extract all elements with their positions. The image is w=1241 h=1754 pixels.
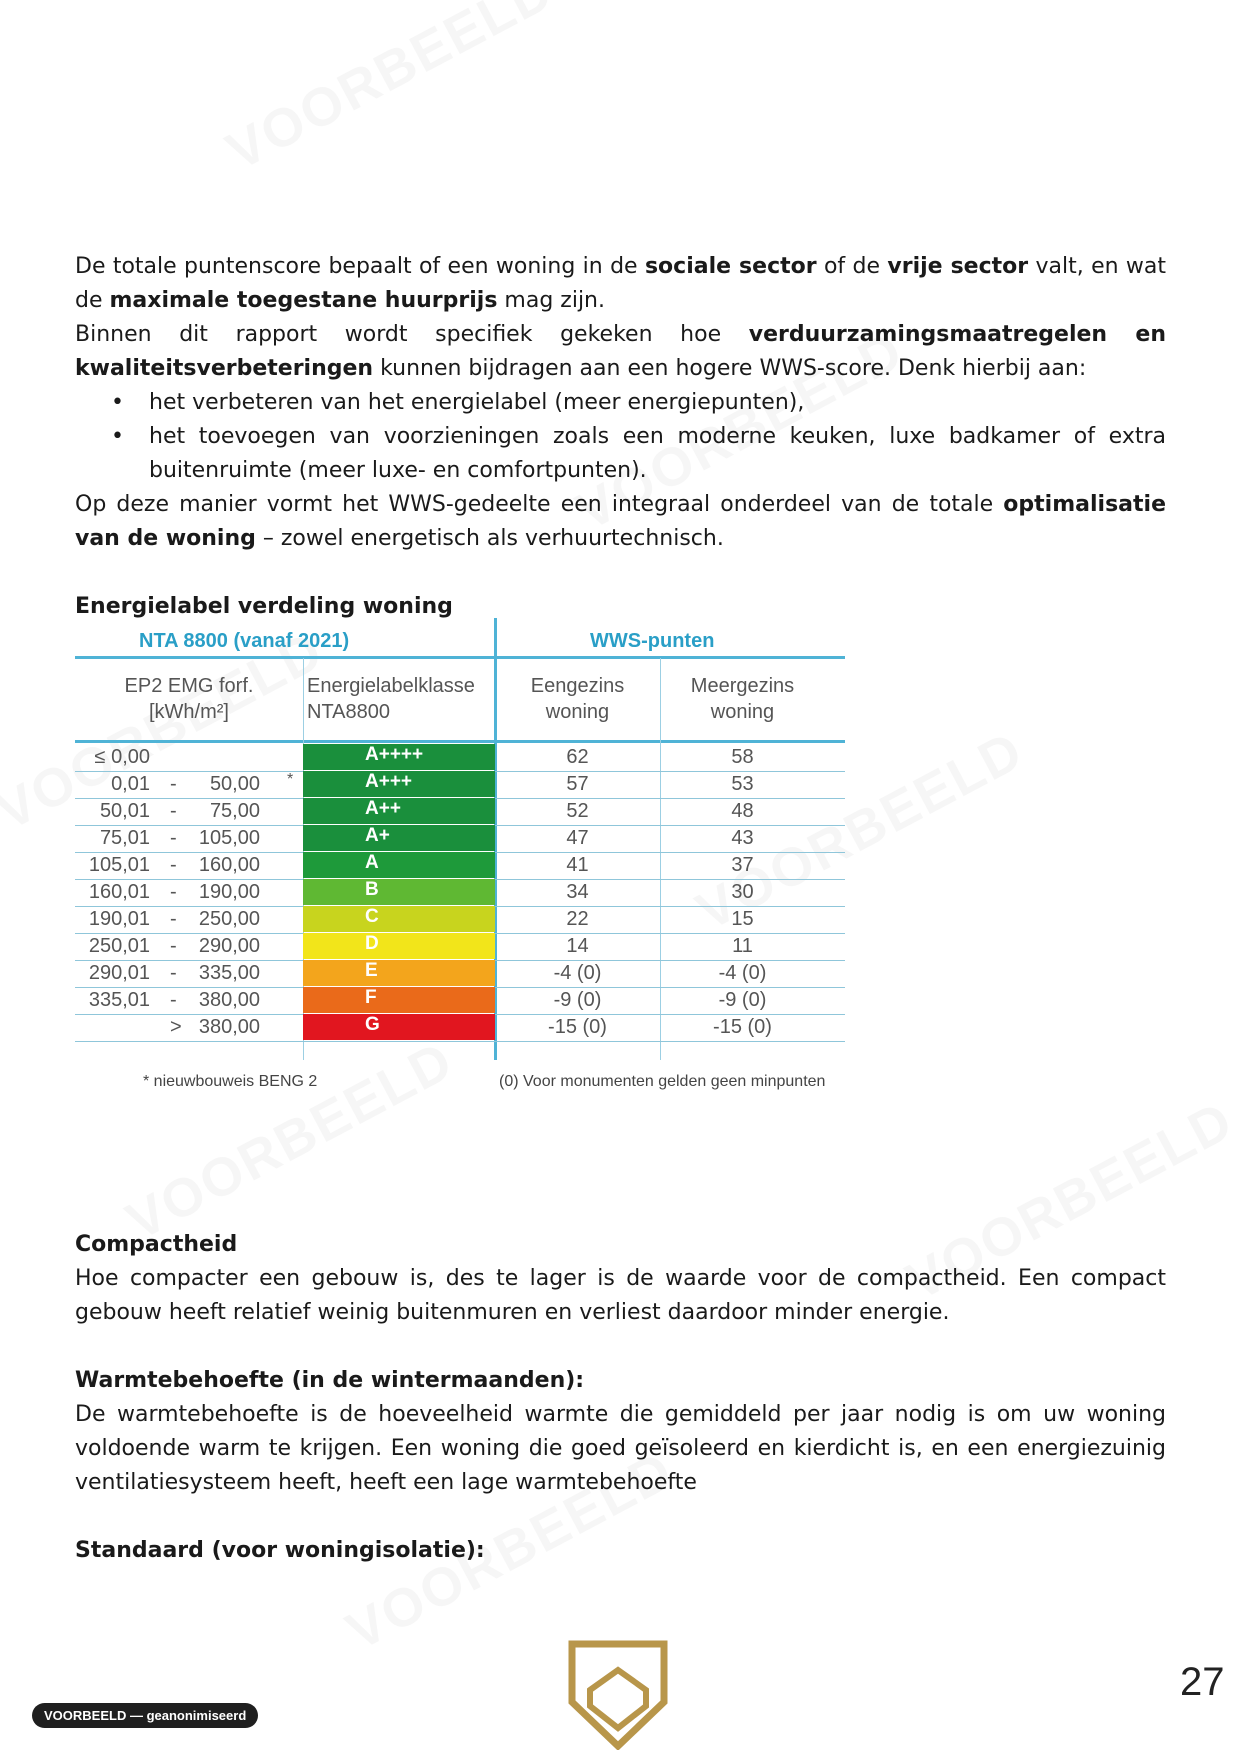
cell-eengezins-points: 22 [566, 908, 589, 930]
cell-separator: - [170, 800, 177, 822]
col-header-ep2: EP2 EMG forf. [kWh/m²] [124, 675, 254, 723]
cell-ep2-from: 105,01 [88, 854, 150, 876]
footnote-beng: * nieuwbouweis BENG 2 [143, 1073, 318, 1090]
table-row [75, 852, 845, 880]
warmte-heading: Warmtebehoefte (in de wintermaanden): [75, 1368, 585, 1393]
cell-separator: - [170, 962, 177, 984]
cell-separator: - [170, 854, 177, 876]
cell-eengezins-points: 47 [566, 827, 589, 849]
cell-meergezins-points: 58 [731, 746, 754, 768]
cell-label-class: E [303, 960, 495, 986]
cell-ep2-from: ≤ 0,00 [94, 746, 150, 768]
cell-ep2-from: 290,01 [88, 962, 150, 984]
cell-ep2-to: 75,00 [209, 800, 260, 822]
table-row [75, 798, 845, 826]
standaard-heading: Standaard (voor woningisolatie): [75, 1538, 485, 1563]
table-row [75, 879, 845, 907]
table-row [75, 987, 845, 1015]
cell-separator: - [170, 935, 177, 957]
cell-separator: > [170, 1016, 182, 1038]
intro-section [75, 250, 1166, 624]
cell-ep2-to: 335,00 [198, 962, 260, 984]
cell-ep2-from: 0,01 [111, 773, 150, 795]
compact-heading: Compactheid [75, 1232, 238, 1257]
cell-eengezins-points: 34 [566, 881, 589, 903]
cell-eengezins-points: 52 [566, 800, 589, 822]
cell-meergezins-points: 11 [732, 935, 753, 957]
group-header-wws: WWS-punten [590, 630, 715, 652]
cell-label-class: A++++ [303, 744, 495, 770]
cell-ep2-from: 160,01 [88, 881, 150, 903]
header-rule [75, 740, 845, 743]
watermark [217, 0, 564, 183]
cell-footnote-mark: * [287, 771, 294, 788]
table-heading: Energielabel verdeling woning [75, 594, 453, 619]
table-row [75, 825, 845, 853]
table-row [75, 960, 845, 988]
cell-eengezins-points: -9 (0) [553, 989, 602, 1011]
cell-eengezins-points: -4 (0) [553, 962, 602, 984]
table-row [75, 933, 845, 961]
cell-label-class: A++ [303, 798, 495, 824]
page-number: 27 [1180, 1660, 1225, 1704]
footnote-monumenten: (0) Voor monumenten gelden geen minpunten [499, 1073, 826, 1090]
cell-meergezins-points: -15 (0) [713, 1016, 772, 1038]
cell-ep2-to: 160,00 [198, 854, 260, 876]
cell-ep2-from: 75,01 [99, 827, 150, 849]
col-header-meergezins: Meergezins woning [690, 675, 795, 723]
list-item: • het verbeteren van het energielabel (meer energiepunten), [149, 386, 1166, 420]
compact-section [75, 1228, 1166, 1568]
cell-label-class: B [303, 879, 495, 905]
cell-meergezins-points: -9 (0) [718, 989, 767, 1011]
warmte-text: De warmtebehoefte is de hoeveelheid warmte die gemiddeld per jaar nodig is om uw woning voldoende warm te krijgen. Een woning die goed geïsoleerd en kierdicht is, en een energiezuinig ventilatiesysteem heeft, heeft een lage warmtebehoefte [75, 1402, 1166, 1495]
cell-eengezins-points: 41 [566, 854, 589, 876]
preview-badge: VOORBEELD — geanonimiseerd [32, 1703, 258, 1728]
cell-meergezins-points: 37 [731, 854, 754, 876]
cell-label-class: A [303, 852, 495, 878]
cell-label-class: C [303, 906, 495, 932]
cell-meergezins-points: 53 [731, 773, 754, 795]
bullet-list [75, 386, 1166, 488]
cell-label-class: F [303, 987, 495, 1013]
compact-text: Hoe compacter een gebouw is, des te lager is de waarde voor de compactheid. Een compact gebouw heeft relatief weinig buitenmuren en verliest daardoor minder energie. [75, 1266, 1166, 1325]
table-row [75, 906, 845, 934]
cell-meergezins-points: 48 [731, 800, 754, 822]
cell-eengezins-points: 14 [566, 935, 589, 957]
cell-label-class: A+ [303, 825, 495, 851]
header-rule [75, 656, 845, 659]
cell-meergezins-points: 15 [731, 908, 754, 930]
cell-eengezins-points: -15 (0) [548, 1016, 607, 1038]
cell-meergezins-points: 30 [731, 881, 754, 903]
cell-separator: - [170, 989, 177, 1011]
group-header-nta: NTA 8800 (vanaf 2021) [139, 630, 350, 652]
cell-ep2-from: 190,01 [88, 908, 150, 930]
cell-meergezins-points: 43 [731, 827, 754, 849]
intro-paragraph-1: De totale puntenscore bepaalt of een woning in de sociale sector of de vrije sector valt, en wat de maximale toegestane huurprijs mag zijn. [75, 254, 1167, 313]
cell-separator: - [170, 773, 177, 795]
intro-paragraph-3: Op deze manier vormt het WWS-gedeelte een integraal onderdeel van de totale optimalisatie van de woning – zowel energetisch als verhuurtechnisch. [75, 492, 1166, 551]
cell-eengezins-points: 57 [566, 773, 589, 795]
cell-ep2-to: 50,00 [209, 773, 260, 795]
table-row [75, 771, 845, 799]
cell-ep2-from: 335,01 [88, 989, 150, 1011]
cell-ep2-to: 380,00 [198, 1016, 260, 1038]
cell-ep2-to: 250,00 [198, 908, 260, 930]
cell-eengezins-points: 62 [566, 746, 589, 768]
cell-separator: - [170, 908, 177, 930]
intro-paragraph-2: Binnen dit rapport wordt specifiek gekeken hoe verduurzamingsmaatregelen en kwaliteitsverbeteringen kunnen bijdragen aan een hogere WWS-score. Denk hierbij aan: [75, 322, 1166, 381]
cell-separator: - [170, 827, 177, 849]
cell-ep2-from: 50,01 [99, 800, 150, 822]
cell-ep2-to: 105,00 [198, 827, 260, 849]
table-row [75, 1014, 845, 1042]
cell-ep2-to: 380,00 [198, 989, 260, 1011]
list-item: • het toevoegen van voorzieningen zoals een moderne keuken, luxe badkamer of extra buitenruimte (meer luxe- en comfortpunten). [149, 420, 1166, 488]
cell-ep2-from: 250,01 [88, 935, 150, 957]
energy-label-table [75, 618, 845, 1098]
cell-label-class: D [303, 933, 495, 959]
cell-ep2-to: 290,00 [198, 935, 260, 957]
cell-separator: - [170, 881, 177, 903]
cell-ep2-to: 190,00 [198, 881, 260, 903]
cell-label-class: A+++ [303, 771, 495, 797]
table-row [75, 744, 845, 772]
cell-meergezins-points: -4 (0) [718, 962, 767, 984]
col-header-label: Energielabelklasse NTA8800 [307, 675, 475, 723]
col-header-eengezins: Eengezins woning [530, 675, 625, 723]
shield-logo-icon [568, 1640, 668, 1750]
cell-label-class: G [303, 1014, 495, 1040]
